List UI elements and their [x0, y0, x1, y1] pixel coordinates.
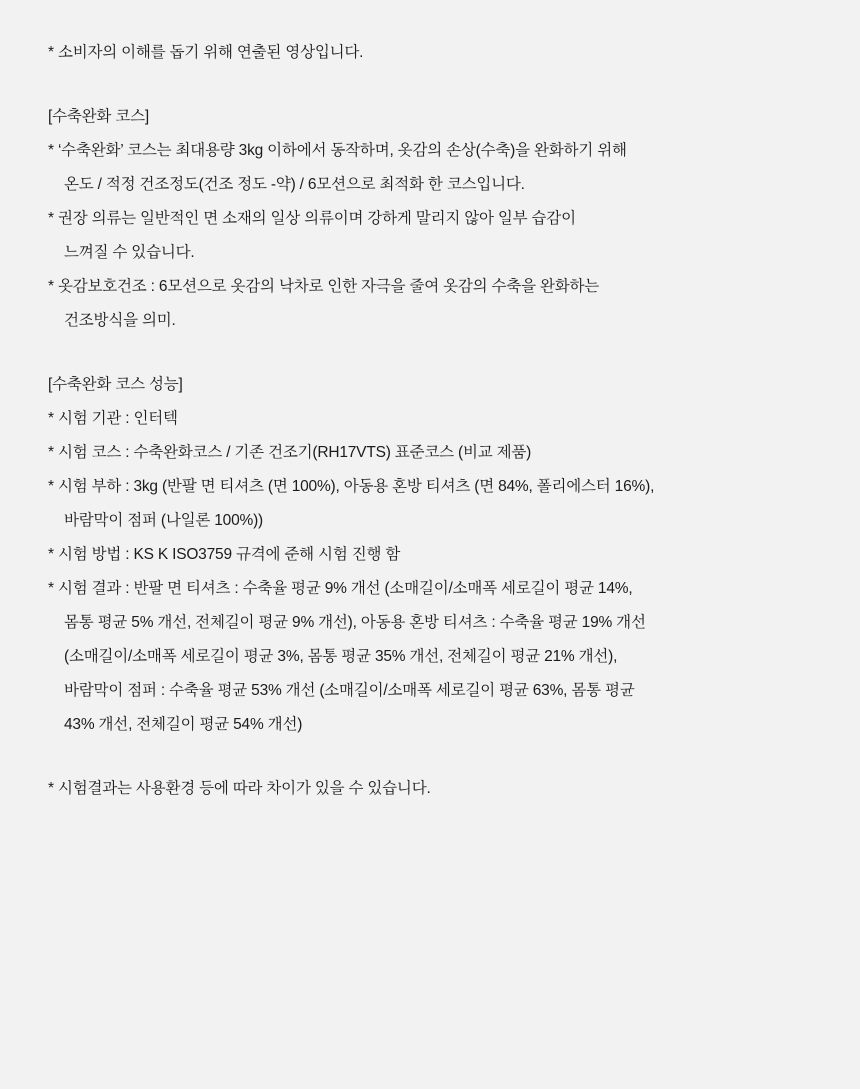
intro-block [48, 36, 812, 70]
performance-line-6: * 시험 결과 : 반팔 면 티셔츠 : 수축율 평균 9% 개선 (소매길이/소매폭 세로길이 평균 14%, [48, 580, 633, 597]
performance-line-10: 43% 개선, 전체길이 평균 54% 개선) [64, 716, 303, 733]
intro-note: * 소비자의 이해를 돕기 위해 연출된 영상입니다. [48, 44, 364, 61]
course-section [48, 100, 812, 338]
footer-block [48, 772, 812, 806]
performance-line-2: * 시험 코스 : 수축완화코스 / 기존 건조기(RH17VTS) 표준코스 (비교 제품) [48, 444, 532, 461]
performance-heading: [수축완화 코스 성능] [48, 376, 183, 393]
spacer [48, 742, 812, 772]
course-line-4: 느껴질 수 있습니다. [64, 244, 195, 261]
footer-note: * 시험결과는 사용환경 등에 따라 차이가 있을 수 있습니다. [48, 780, 431, 797]
performance-line-4: 바람막이 점퍼 (나일론 100%)) [64, 512, 264, 529]
performance-line-9: 바람막이 점퍼 : 수축율 평균 53% 개선 (소매길이/소매폭 세로길이 평균 63%, 몸통 평균 [64, 682, 635, 699]
performance-line-3: * 시험 부하 : 3kg (반팔 면 티셔츠 (면 100%), 아동용 혼방 티셔츠 (면 84%, 폴리에스터 16%), [48, 478, 655, 495]
performance-line-5: * 시험 방법 : KS K ISO3759 규격에 준해 시험 진행 함 [48, 546, 401, 563]
performance-line-1: * 시험 기관 : 인터텍 [48, 410, 178, 427]
spacer [48, 338, 812, 368]
course-line-6: 건조방식을 의미. [64, 312, 176, 329]
performance-line-8: (소매길이/소매폭 세로길이 평균 3%, 몸통 평균 35% 개선, 전체길이 평균 21% 개선), [64, 648, 618, 665]
course-line-5: * 옷감보호건조 : 6모션으로 옷감의 낙차로 인한 자극을 줄여 옷감의 수축을 완화하는 [48, 278, 600, 295]
course-line-1: * ‘수축완화’ 코스는 최대용량 3kg 이하에서 동작하며, 옷감의 손상(수축)을 완화하기 위해 [48, 142, 627, 159]
course-line-2: 온도 / 적정 건조정도(건조 정도 -약) / 6모션으로 최적화 한 코스입니다. [64, 176, 525, 193]
performance-section [48, 368, 812, 742]
spacer [48, 70, 812, 100]
course-heading: [수축완화 코스] [48, 108, 149, 125]
course-line-3: * 권장 의류는 일반적인 면 소재의 일상 의류이며 강하게 말리지 않아 일부 습감이 [48, 210, 576, 227]
performance-line-7: 몸통 평균 5% 개선, 전체길이 평균 9% 개선), 아동용 혼방 티셔츠 : 수축율 평균 19% 개선 [64, 614, 646, 631]
